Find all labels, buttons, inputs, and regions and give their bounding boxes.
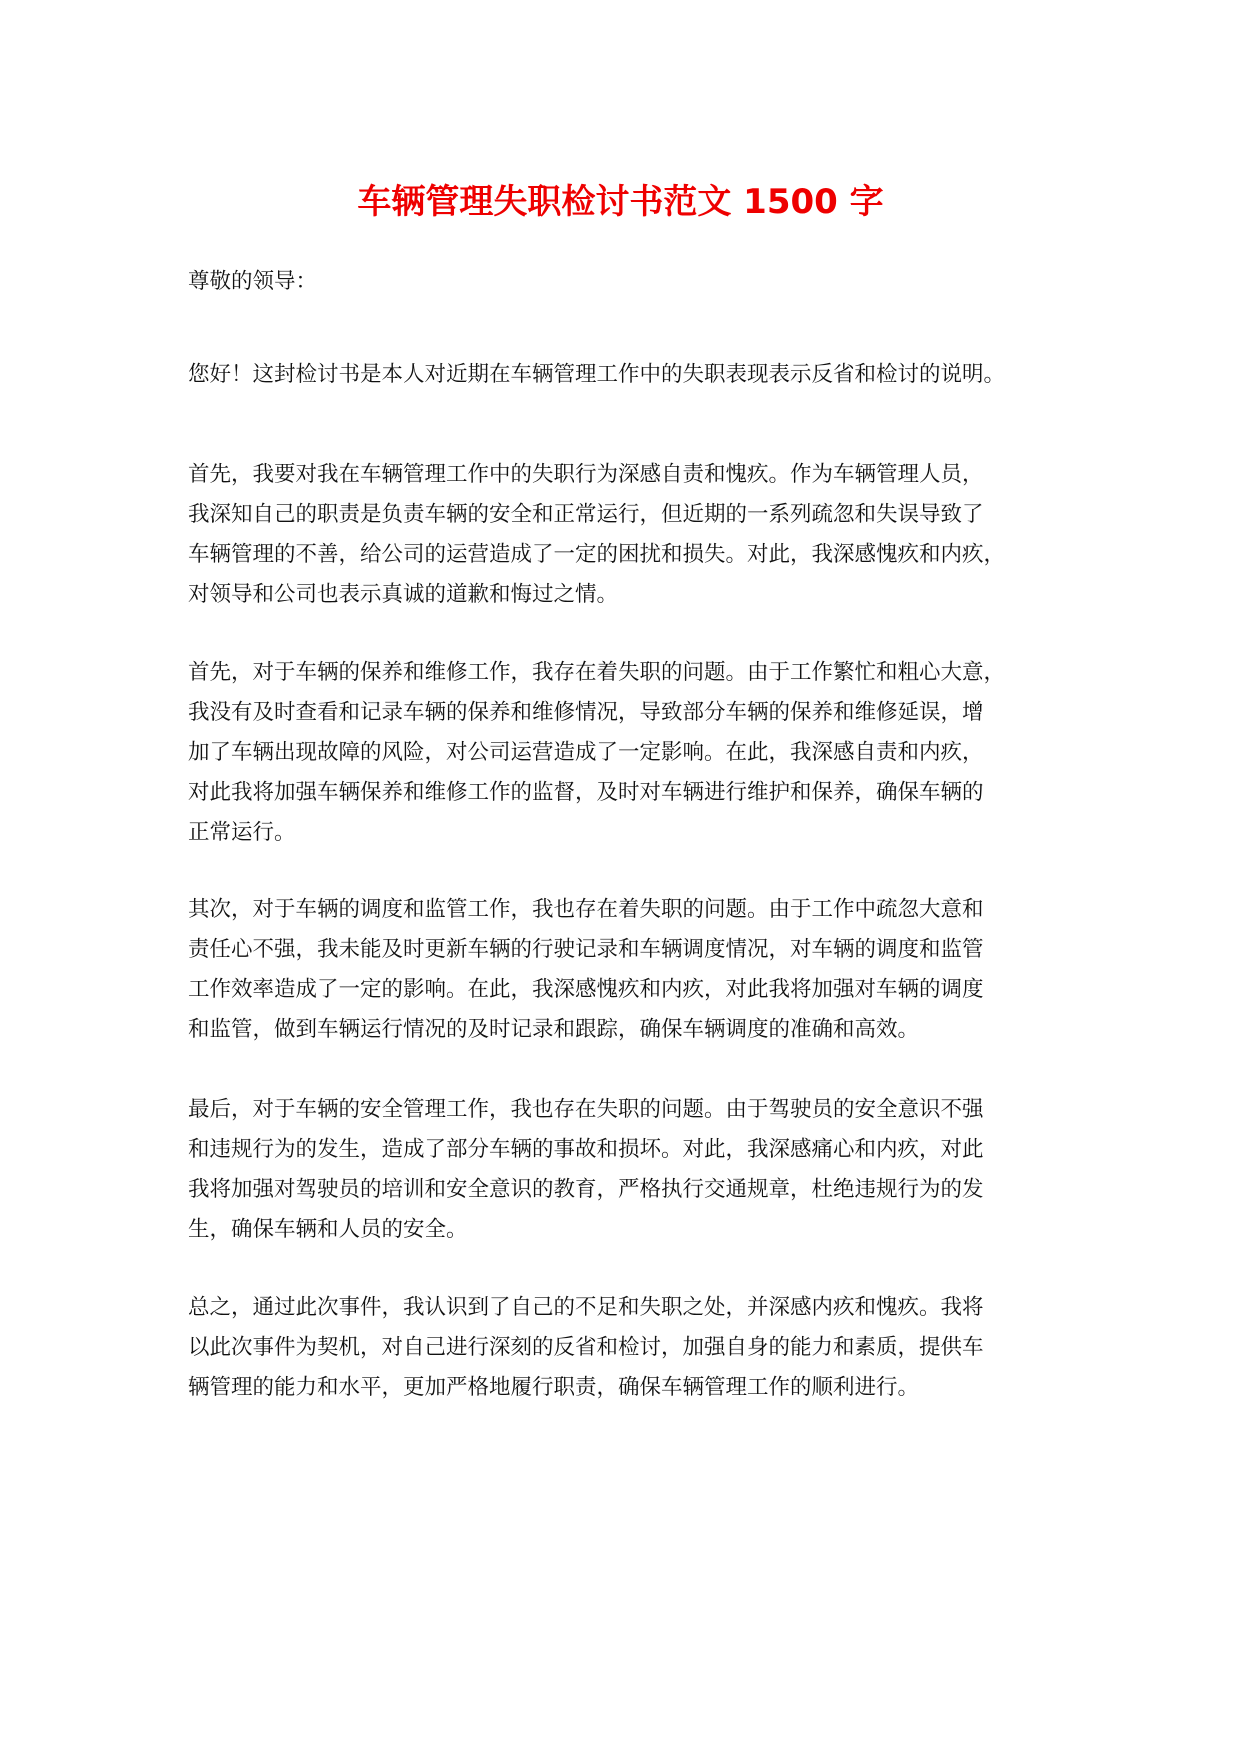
paragraph-greeting <box>188 355 1088 395</box>
paragraph-line: 首先，我要对我在车辆管理工作中的失职行为深感自责和愧疚。作为车辆管理人员， <box>188 462 984 487</box>
paragraph-line: 车辆管理的不善，给公司的运营造成了一定的困扰和损失。对此，我深感愧疚和内疚， <box>188 542 1006 567</box>
paragraph-line: 对领导和公司也表示真诚的道歉和悔过之情。 <box>188 582 619 607</box>
paragraph-line: 工作效率造成了一定的影响。在此，我深感愧疚和内疚，对此我将加强对车辆的调度 <box>188 977 984 1002</box>
salutation-line: 尊敬的领导： <box>188 269 318 294</box>
paragraph-line: 我将加强对驾驶员的培训和安全意识的教育，严格执行交通规章，杜绝违规行为的发 <box>188 1177 984 1202</box>
paragraph-line: 首先，对于车辆的保养和维修工作，我存在着失职的问题。由于工作繁忙和粗心大意， <box>188 660 1006 685</box>
paragraph-line: 我没有及时查看和记录车辆的保养和维修情况，导致部分车辆的保养和维修延误，增 <box>188 700 984 725</box>
document-title: 车辆管理失职检讨书范文 1500 字 <box>357 182 884 222</box>
paragraph-line: 以此次事件为契机，对自己进行深刻的反省和检讨，加强自身的能力和素质，提供车 <box>188 1335 984 1360</box>
paragraph-dispatch <box>188 890 1088 1050</box>
paragraph-line: 我深知自己的职责是负责车辆的安全和正常运行，但近期的一系列疏忽和失误导致了 <box>188 502 984 527</box>
paragraph-line: 对此我将加强车辆保养和维修工作的监督，及时对车辆进行维护和保养，确保车辆的 <box>188 780 984 805</box>
paragraph-line: 加了车辆出现故障的风险，对公司运营造成了一定影响。在此，我深感自责和内疚， <box>188 740 984 765</box>
salutation <box>188 262 1088 302</box>
paragraph-safety <box>188 1090 1088 1250</box>
paragraph-line: 辆管理的能力和水平，更加严格地履行职责，确保车辆管理工作的顺利进行。 <box>188 1375 920 1400</box>
paragraph-line: 您好！这封检讨书是本人对近期在车辆管理工作中的失职表现表示反省和检讨的说明。 <box>188 362 1006 387</box>
paragraph-maintenance <box>188 653 1088 853</box>
paragraph-line: 和监管，做到车辆运行情况的及时记录和跟踪，确保车辆调度的准确和高效。 <box>188 1017 920 1042</box>
paragraph-line: 责任心不强，我未能及时更新车辆的行驶记录和车辆调度情况，对车辆的调度和监管 <box>188 937 984 962</box>
paragraph-line: 最后，对于车辆的安全管理工作，我也存在失职的问题。由于驾驶员的安全意识不强 <box>188 1097 984 1122</box>
paragraph-conclusion <box>188 1288 1088 1408</box>
paragraph-line: 和违规行为的发生，造成了部分车辆的事故和损坏。对此，我深感痛心和内疚，对此 <box>188 1137 984 1162</box>
paragraph-line: 生，确保车辆和人员的安全。 <box>188 1217 468 1242</box>
paragraph-line: 总之，通过此次事件，我认识到了自己的不足和失职之处，并深感内疚和愧疚。我将 <box>188 1295 984 1320</box>
paragraph-line: 其次，对于车辆的调度和监管工作，我也存在着失职的问题。由于工作中疏忽大意和 <box>188 897 984 922</box>
paragraph-line: 正常运行。 <box>188 820 296 845</box>
paragraph-self-reflection <box>188 455 1088 615</box>
